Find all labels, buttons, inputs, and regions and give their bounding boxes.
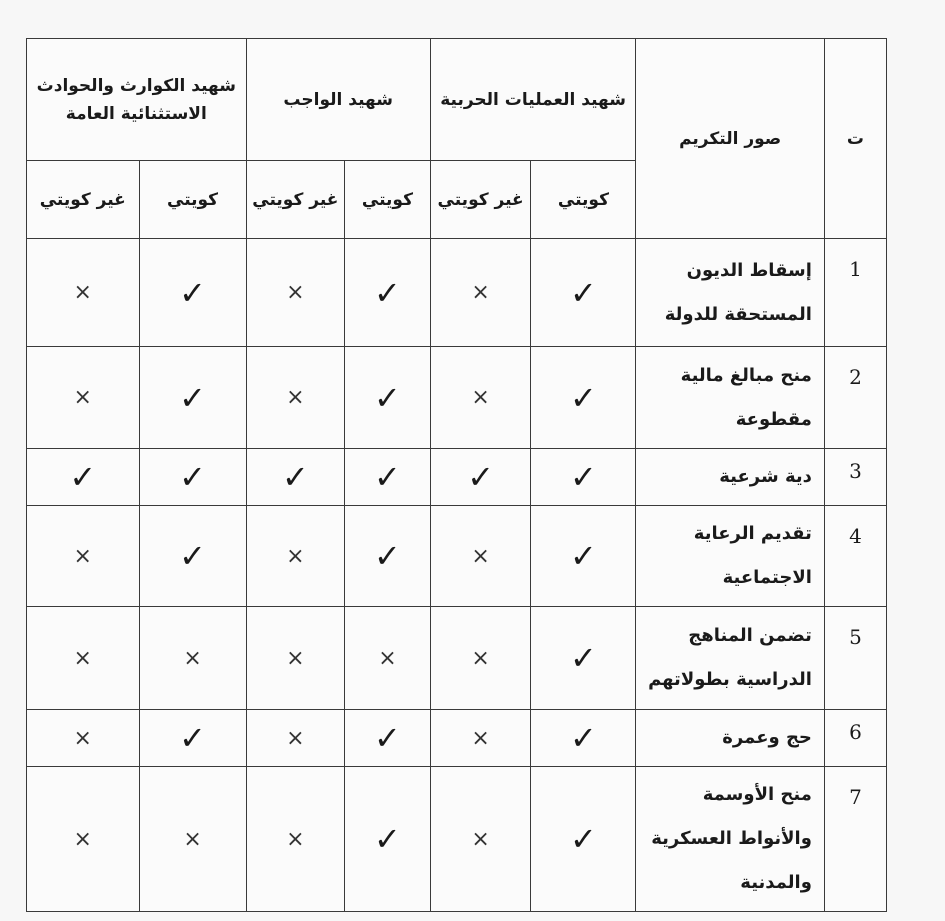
check-mark-icon: ✓ [69,458,97,496]
mark-cell [139,767,246,912]
mark-cell [27,239,140,347]
mark-cell [246,239,345,347]
honor-type: دية شرعية [636,449,824,506]
mark-cell [430,607,531,710]
mark-cell [345,239,431,347]
cross-mark-icon: × [183,826,202,852]
mark-cell [345,449,431,506]
mark-cell [430,347,531,449]
check-mark-icon: ✓ [570,273,597,312]
cross-mark-icon: × [471,385,490,410]
mark-cell [246,607,345,710]
check-mark-icon: ✓ [374,273,401,312]
mark-cell [139,607,246,710]
table-row [27,767,887,912]
mark-cell [531,607,636,710]
check-mark-icon: ✓ [374,719,401,757]
header-kuwaiti: كويتي [345,161,431,239]
honor-type: منح مبالغ مالية مقطوعة [636,347,824,449]
table-row [27,506,887,607]
cross-mark-icon: × [471,725,490,751]
mark-cell [139,449,246,506]
header-num: ت [824,39,886,239]
mark-cell [27,506,140,607]
cross-mark-icon: × [286,280,305,305]
check-mark-icon: ✓ [179,273,206,312]
cross-mark-icon: × [183,645,202,671]
mark-cell [139,710,246,767]
check-mark-icon: ✓ [179,537,206,575]
honor-type: تضمن المناهج الدراسية بطولاتهم [636,607,824,710]
cross-mark-icon: × [286,543,305,569]
check-mark-icon: ✓ [374,820,401,858]
table-row [27,347,887,449]
header-group-disasters: شهيد الكوارث والحوادث الاستثنائية العامة [27,39,247,161]
mark-cell [430,239,531,347]
header-group-military-operations: شهيد العمليات الحربية [430,39,636,161]
header-group-duty: شهيد الواجب [246,39,430,161]
cross-mark-icon: × [471,826,490,852]
cross-mark-icon: × [73,645,92,671]
row-number: 1 [824,239,886,347]
honors-table [26,38,887,912]
mark-cell [139,347,246,449]
mark-cell [139,239,246,347]
row-number: 2 [824,347,886,449]
check-mark-icon: ✓ [570,820,597,858]
row-number: 6 [824,710,886,767]
honor-type: تقديم الرعاية الاجتماعية [636,506,824,607]
check-mark-icon: ✓ [467,458,495,496]
cross-mark-icon: × [73,385,92,410]
cross-mark-icon: × [73,725,92,751]
mark-cell [345,347,431,449]
table-row [27,710,887,767]
header-non-kuwaiti: غير كويتي [27,161,140,239]
mark-cell [27,449,140,506]
table-row [27,449,887,506]
check-mark-icon: ✓ [374,378,401,417]
header-honor-type: صور التكريم [636,39,824,239]
mark-cell [345,767,431,912]
check-mark-icon: ✓ [570,378,597,417]
check-mark-icon: ✓ [374,458,401,496]
check-mark-icon: ✓ [570,458,597,496]
cross-mark-icon: × [286,645,305,671]
check-mark-icon: ✓ [179,458,206,496]
cross-mark-icon: × [286,725,305,751]
mark-cell [27,767,140,912]
honor-type: حج وعمرة [636,710,824,767]
mark-cell [531,710,636,767]
table-row [27,607,887,710]
cross-mark-icon: × [73,826,92,852]
check-mark-icon: ✓ [179,719,206,757]
mark-cell [430,449,531,506]
cross-mark-icon: × [73,543,92,569]
mark-cell [430,767,531,912]
check-mark-icon: ✓ [179,378,206,417]
header-non-kuwaiti: غير كويتي [430,161,531,239]
mark-cell [345,710,431,767]
cross-mark-icon: × [378,645,397,671]
row-number: 3 [824,449,886,506]
mark-cell [27,710,140,767]
cross-mark-icon: × [286,385,305,410]
mark-cell [246,347,345,449]
mark-cell [531,506,636,607]
mark-cell [345,506,431,607]
mark-cell [430,506,531,607]
mark-cell [531,239,636,347]
header-kuwaiti: كويتي [531,161,636,239]
cross-mark-icon: × [471,543,490,569]
header-non-kuwaiti: غير كويتي [246,161,345,239]
row-number: 7 [824,767,886,912]
mark-cell [27,607,140,710]
mark-cell [430,710,531,767]
cross-mark-icon: × [73,280,92,305]
honor-type: إسقاط الديون المستحقة للدولة [636,239,824,347]
mark-cell [531,449,636,506]
cross-mark-icon: × [471,280,490,305]
check-mark-icon: ✓ [570,537,597,575]
mark-cell [531,767,636,912]
header-row-groups [27,39,887,161]
mark-cell [139,506,246,607]
cross-mark-icon: × [286,826,305,852]
mark-cell [531,347,636,449]
check-mark-icon: ✓ [570,719,597,757]
mark-cell [246,767,345,912]
row-number: 5 [824,607,886,710]
check-mark-icon: ✓ [570,639,597,677]
mark-cell [246,506,345,607]
mark-cell [27,347,140,449]
mark-cell [246,449,345,506]
check-mark-icon: ✓ [281,458,309,496]
row-number: 4 [824,506,886,607]
cross-mark-icon: × [471,645,490,671]
mark-cell [246,710,345,767]
table-row [27,239,887,347]
mark-cell [345,607,431,710]
header-kuwaiti: كويتي [139,161,246,239]
honor-type: منح الأوسمة والأنواط العسكرية والمدنية [636,767,824,912]
check-mark-icon: ✓ [374,537,401,575]
